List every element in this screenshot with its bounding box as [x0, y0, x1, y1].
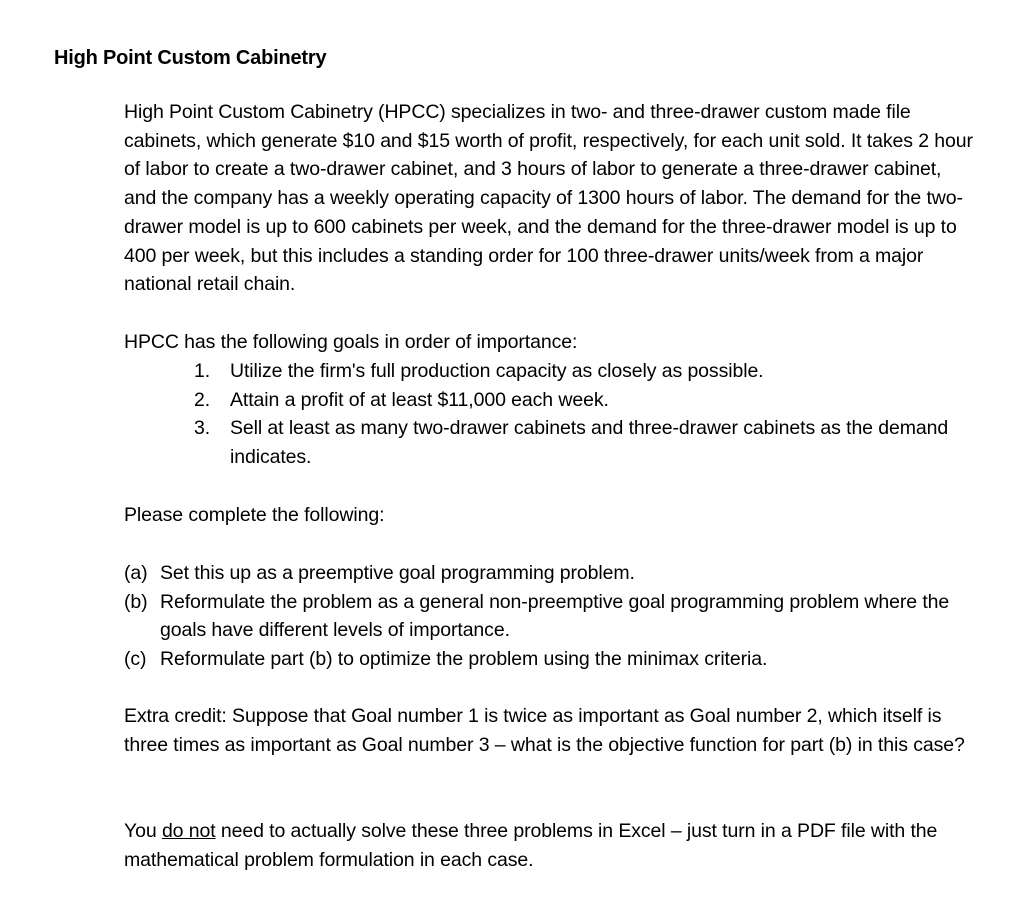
- part-item: [124, 588, 974, 645]
- closing-prefix: You: [124, 820, 162, 842]
- intro-paragraph: High Point Custom Cabinetry (HPCC) specializes in two- and three-drawer custom made file cabinets, which generate $10 and $15 worth of profit, respectively, for each unit sold. It takes 2 hour of labor to create a two-drawer cabinet, and 3 hours of labor to generate a three-drawer cabinet, and the company has a weekly operating capacity of 1300 hours of labor. The demand for the two-drawer model is up to 600 cabinets per week, and the demand for the three-drawer model is up to 400 per week, but this includes a standing order for 100 three-drawer units/week from a major national retail chain.: [124, 101, 973, 296]
- goal-item: [124, 357, 974, 386]
- parts-list: [124, 559, 974, 674]
- goal-text: Attain a profit of at least $11,000 each week.: [230, 388, 609, 411]
- closing-paragraph: [124, 817, 974, 874]
- goal-text: Utilize the firm's full production capacity as closely as possible.: [230, 360, 764, 382]
- part-label: (a): [124, 562, 148, 584]
- part-item: [124, 559, 974, 588]
- goals-lead-text: HPCC has the following goals in order of importance:: [124, 331, 578, 353]
- goal-text: Sell at least as many two-drawer cabinets and three-drawer cabinets as the demand indicates.: [230, 417, 949, 469]
- part-item: [124, 645, 974, 674]
- closing-suffix: need to actually solve these three problems in Excel – just turn in a PDF file with the mathematical problem formulation in each case.: [124, 820, 938, 871]
- extra-credit-paragraph: Extra credit: Suppose that Goal number 1 is twice as important as Goal number 2, which itself is three times as important as Goal number 3 – what is the objective function for part (b) in this case?: [124, 705, 965, 756]
- goal-item: [124, 386, 974, 415]
- goal-number: 2.: [194, 388, 211, 411]
- document-title: High Point Custom Cabinetry: [54, 47, 327, 69]
- complete-lead-text: Please complete the following:: [124, 504, 385, 526]
- part-label: (c): [124, 648, 147, 671]
- goal-number: 1.: [194, 360, 211, 382]
- part-text: Reformulate the problem as a general non-preemptive goal programming problem where the goals have different levels of importance.: [160, 590, 950, 642]
- goals-list: [124, 357, 974, 472]
- part-text: Reformulate part (b) to optimize the problem using the minimax criteria.: [160, 648, 768, 671]
- part-label: (b): [124, 590, 148, 613]
- part-text: Set this up as a preemptive goal programming problem.: [160, 562, 635, 584]
- goal-number: 3.: [194, 417, 211, 440]
- closing-emphasis: do not: [161, 820, 216, 842]
- goal-item: [124, 414, 974, 471]
